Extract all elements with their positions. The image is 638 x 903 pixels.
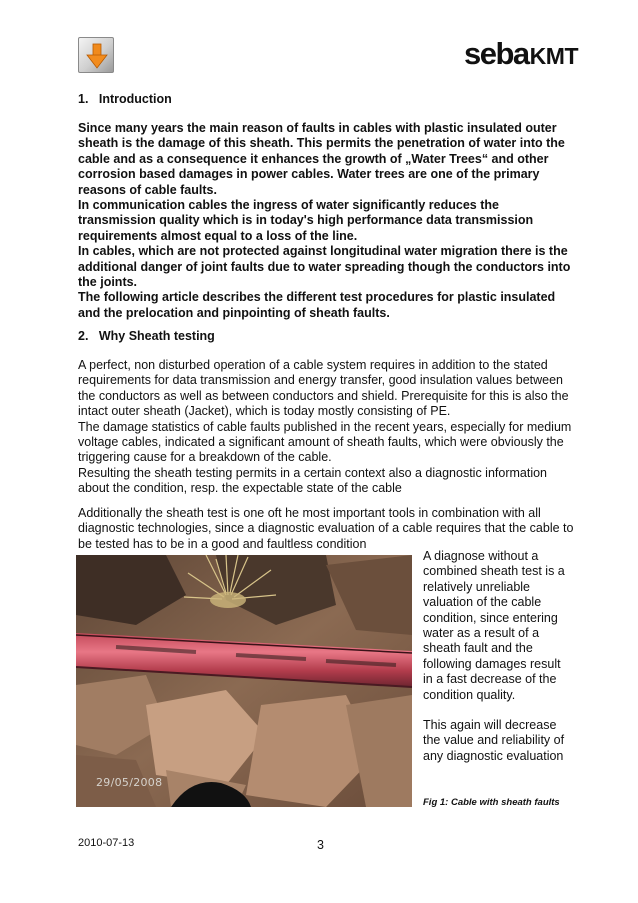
logo-secondary: KMT bbox=[529, 43, 578, 69]
page-number: 3 bbox=[317, 838, 324, 852]
logo-primary: seba bbox=[464, 36, 529, 71]
cable-photo bbox=[76, 555, 412, 807]
sheath-testing-text bbox=[78, 358, 576, 497]
side-paragraph: This again will decrease the value and reliability of any diagnostic evaluation bbox=[423, 718, 565, 763]
intro-paragraph: Since many years the main reason of faults in cables with plastic insulated outer sheath is the damage of this sheath. This permits the penetration of water into the cable and as a consequence it enhances the growth of „Water Trees“ and other corrosion based damages in power cables. Water trees are one of the primary reasons of cable faults. bbox=[78, 121, 565, 197]
section-heading-introduction: 1. Introduction bbox=[78, 92, 172, 106]
sheath-paragraph: A perfect, non disturbed operation of a cable system requires in addition to the stated requirements for data transmission and energy transfer, good insulation values between the conductors as well as between conductors and shield. Prerequisite for this is also the intact outer sheath (Jacket), which is today mostly consisting of PE. bbox=[78, 358, 569, 419]
side-paragraph: A diagnose without a combined sheath test is a relatively unreliable valuation of the cable condition, since entering water as a result of a sheath fault and the following damages result in a fast decrease of the condition quality. bbox=[423, 549, 565, 702]
document-download-icon[interactable] bbox=[78, 37, 114, 73]
seba-kmt-logo bbox=[464, 38, 578, 72]
intro-paragraph: The following article describes the different test procedures for plastic insulated and the prelocation and pinpointing of sheath faults. bbox=[78, 290, 556, 320]
additional-paragraph: Additionally the sheath test is one oft he most important tools in combination with all diagnostic technologies, since a diagnostic evaluation of a cable requires that the cable to be tested has to be in a good and faultless condition bbox=[78, 506, 574, 551]
footer-date: 2010-07-13 bbox=[78, 837, 135, 849]
section-heading-why-sheath-testing: 2. Why Sheath testing bbox=[78, 329, 215, 343]
intro-paragraph: In cables, which are not protected against longitudinal water migration there is the additional danger of joint faults due to water spreading though the conductors into the joints. bbox=[78, 244, 571, 290]
figure-caption: Fig 1: Cable with sheath faults bbox=[423, 797, 560, 808]
photo-date-stamp: 29/05/2008 bbox=[96, 776, 163, 789]
additional-text bbox=[78, 506, 576, 552]
sheath-paragraph: The damage statistics of cable faults published in the recent years, especially for medium voltage cables, indicated a significant amount of sheath faults, which were obviously the triggering cause for a breakdown of the cable. bbox=[78, 419, 572, 465]
sheath-paragraph: Resulting the sheath testing permits in a certain context also a diagnostic information about the condition, resp. the expectable state of the cable bbox=[78, 465, 548, 496]
intro-paragraph: In communication cables the ingress of water significantly reduces the transmission quality which is in today's high performance data transmission requirements almost equal to a loss of the line. bbox=[78, 198, 534, 243]
introduction-text bbox=[78, 121, 576, 321]
figure-side-text bbox=[423, 549, 573, 764]
